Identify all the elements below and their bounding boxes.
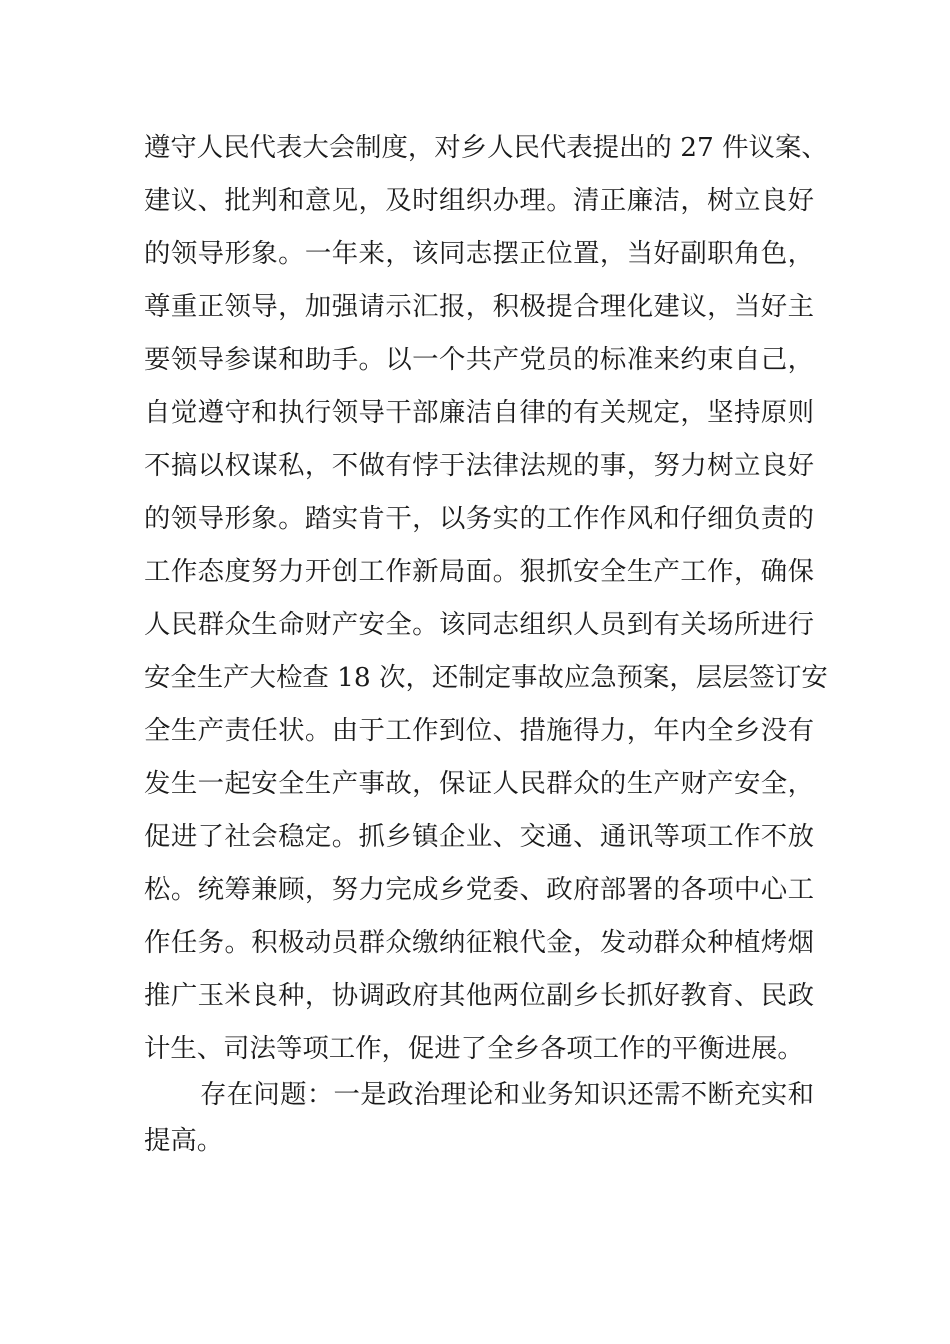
- paragraph-line: 建议、批判和意见，及时组织办理。清正廉洁，树立良好: [144, 185, 814, 216]
- paragraph-line: 松。统筹兼顾，努力完成乡党委、政府部署的各项中心工: [144, 874, 814, 905]
- paragraph-line: 遵守人民代表大会制度，对乡人民代表提出的 27 件议案、: [144, 132, 828, 163]
- paragraph-line: 促进了社会稳定。抓乡镇企业、交通、通讯等项工作不放: [144, 821, 814, 852]
- paragraph-line: 发生一起安全生产事故，保证人民群众的生产财产安全，: [144, 768, 814, 799]
- paragraph-line: 不搞以权谋私，不做有悖于法律法规的事，努力树立良好: [144, 450, 814, 481]
- paragraph-line: 工作态度努力开创工作新局面。狠抓安全生产工作，确保: [144, 556, 814, 587]
- paragraph-line: 自觉遵守和执行领导干部廉洁自律的有关规定，坚持原则: [144, 397, 814, 428]
- paragraph-line: 计生、司法等项工作，促进了全乡各项工作的平衡进展。: [144, 1033, 804, 1064]
- paragraph-line: 作任务。积极动员群众缴纳征粮代金，发动群众种植烤烟: [144, 927, 814, 958]
- paragraph-line: 的领导形象。一年来，该同志摆正位置，当好副职角色，: [144, 238, 814, 269]
- paragraph-line: 存在问题：一是政治理论和业务知识还需不断充实和: [200, 1079, 814, 1110]
- paragraph-line: 要领导参谋和助手。以一个共产党员的标准来约束自己，: [144, 344, 814, 375]
- paragraph-line: 全生产责任状。由于工作到位、措施得力，年内全乡没有: [144, 715, 814, 746]
- paragraph-line: 提高。: [144, 1125, 224, 1156]
- paragraph-line: 尊重正领导，加强请示汇报，积极提合理化建议，当好主: [144, 291, 814, 322]
- paragraph-line: 安全生产大检查 18 次，还制定事故应急预案，层层签订安: [144, 662, 828, 693]
- paragraph-line: 人民群众生命财产安全。该同志组织人员到有关场所进行: [144, 609, 814, 640]
- paragraph-line: 推广玉米良种，协调政府其他两位副乡长抓好教育、民政: [144, 980, 814, 1011]
- paragraph-line: 的领导形象。踏实肯干，以务实的工作作风和仔细负责的: [144, 503, 814, 534]
